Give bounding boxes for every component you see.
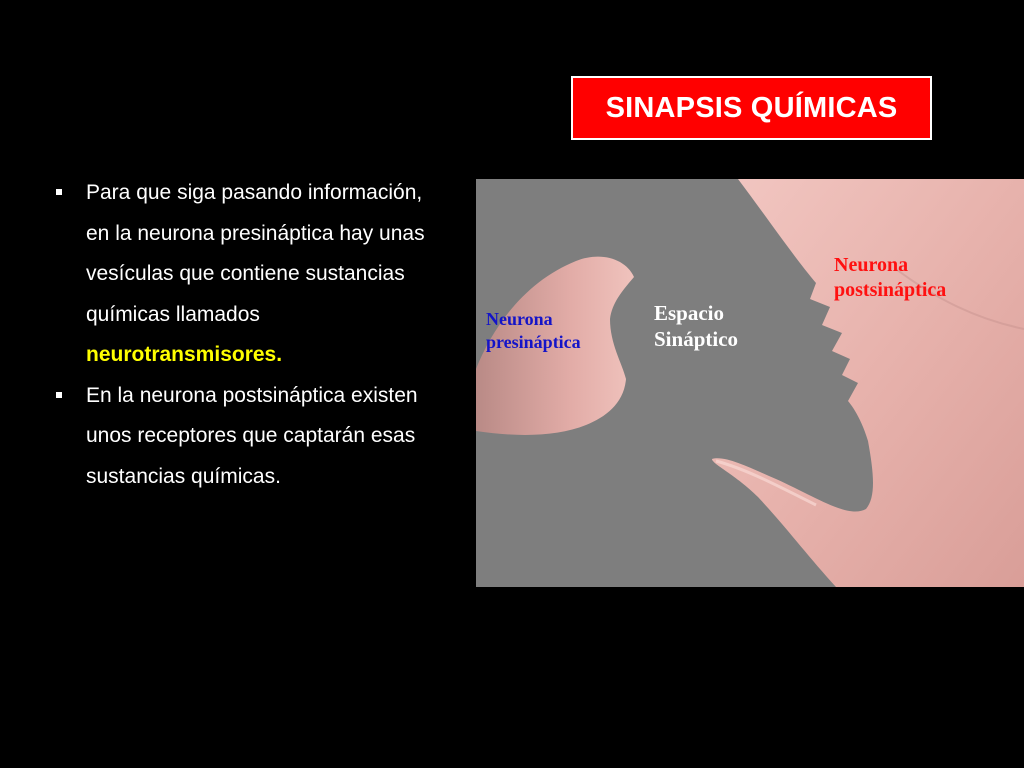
bullet-text: En la neurona postsináptica existen unos receptores que captarán esas sustancias químicas.: [86, 383, 418, 488]
label-space-line-2: Sináptico: [654, 327, 739, 352]
page-title: SINAPSIS QUÍMICAS: [605, 91, 898, 124]
label-postsynaptic-line-1: Neurona: [834, 254, 909, 276]
synapse-drawing: [476, 179, 1024, 587]
bullet-item: [56, 376, 446, 498]
bullet-square-icon: [56, 189, 62, 195]
label-presynaptic-line-2: presináptica: [486, 331, 581, 352]
label-presynaptic-neuron: [486, 308, 581, 353]
synapse-illustration: [476, 179, 1024, 587]
label-synaptic-space: [654, 300, 738, 353]
bullet-square-icon: [56, 392, 62, 398]
label-presynaptic-line-1: Neurona: [486, 309, 553, 329]
bullet-list: [56, 173, 446, 497]
label-postsynaptic-line-2: postsináptica: [834, 279, 947, 301]
bullet-text: Para que siga pasando información, en la neurona presináptica hay unas vesículas que contiene sustancias químicas llamados: [86, 181, 425, 326]
bullet-item: [56, 173, 446, 376]
label-space-line-1: Espacio: [654, 301, 725, 325]
title-box: [571, 76, 932, 140]
postsynaptic-neuron: [712, 179, 1024, 587]
highlight-term: neurotransmisores.: [86, 343, 283, 366]
label-postsynaptic-neuron: [834, 253, 946, 303]
